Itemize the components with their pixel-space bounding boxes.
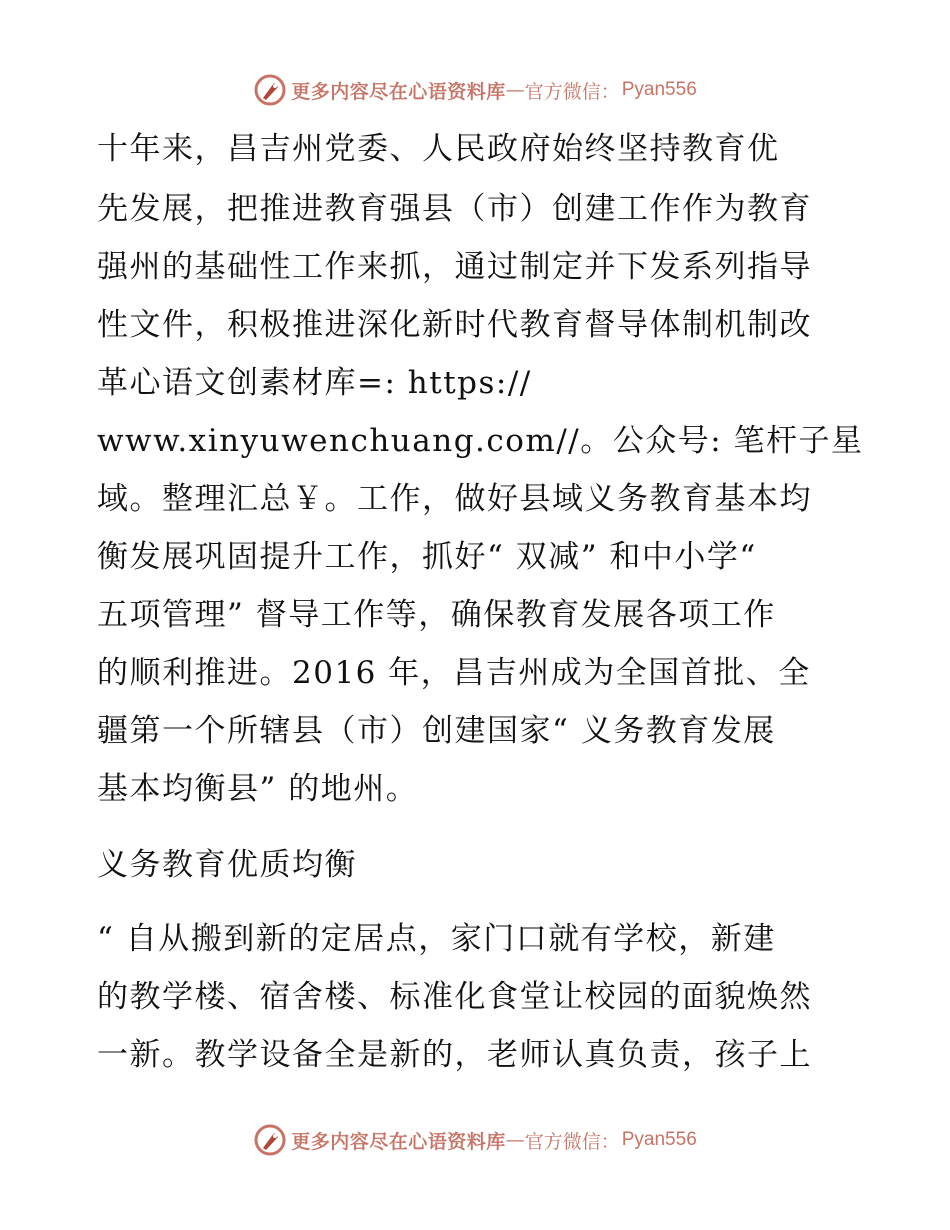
- watermark-official-label: 官方微信：: [524, 80, 620, 103]
- text-line: 五项管理” 督导工作等，确保教育发展各项工作: [97, 597, 776, 633]
- text-line: 先发展，把推进教育强县（市）创建工作作为教育: [97, 191, 812, 227]
- watermark-official-label: 官方微信：: [524, 1130, 620, 1153]
- watermark-wechat-id: Pyan556: [621, 1129, 697, 1150]
- text-line: 基本均衡县” 的地州。: [97, 771, 419, 807]
- pen-nib-logo-icon: [253, 1123, 287, 1157]
- text-line: 的教学楼、宿舍楼、标准化食堂让校园的面貌焕然: [97, 979, 812, 1015]
- watermark-top: [0, 70, 950, 110]
- text-line: “ 自从搬到新的定居点，家门口就有学校，新建: [97, 921, 776, 957]
- section-heading: 义务教育优质均衡: [97, 847, 357, 883]
- watermark-dash: —: [505, 1129, 525, 1151]
- text-line: 一新。教学设备全是新的，老师认真负责，孩子上: [97, 1037, 812, 1073]
- text-line: 的顺利推进。2016 年，昌吉州成为全国首批、全: [97, 655, 811, 691]
- text-line: 衡发展巩固提升工作，抓好“ 双减” 和中小学“: [97, 539, 757, 575]
- text-line: 十年来，昌吉州党委、人民政府始终坚持教育优: [97, 131, 780, 167]
- watermark-wechat-id: Pyan556: [621, 79, 697, 100]
- watermark-text: 更多内容尽在心语资料库: [291, 80, 506, 103]
- watermark-bottom: [0, 1120, 950, 1160]
- text-line: 革心语文创素材库=: https://: [97, 365, 532, 401]
- pen-nib-logo-icon: [253, 73, 287, 107]
- text-line: 强州的基础性工作来抓，通过制定并下发系列指导: [97, 249, 812, 285]
- text-line: 性文件，积极推进深化新时代教育督导体制机制改: [97, 307, 812, 343]
- watermark-text: 更多内容尽在心语资料库: [291, 1130, 506, 1153]
- text-line: 疆第一个所辖县（市）创建国家“ 义务教育发展: [97, 713, 776, 749]
- watermark-dash: —: [505, 79, 525, 101]
- text-line: www.xinyuwenchuang.com//。公众号: 笔杆子星: [97, 423, 864, 459]
- text-line: 域。整理汇总￥。工作，做好县域义务教育基本均: [97, 481, 812, 517]
